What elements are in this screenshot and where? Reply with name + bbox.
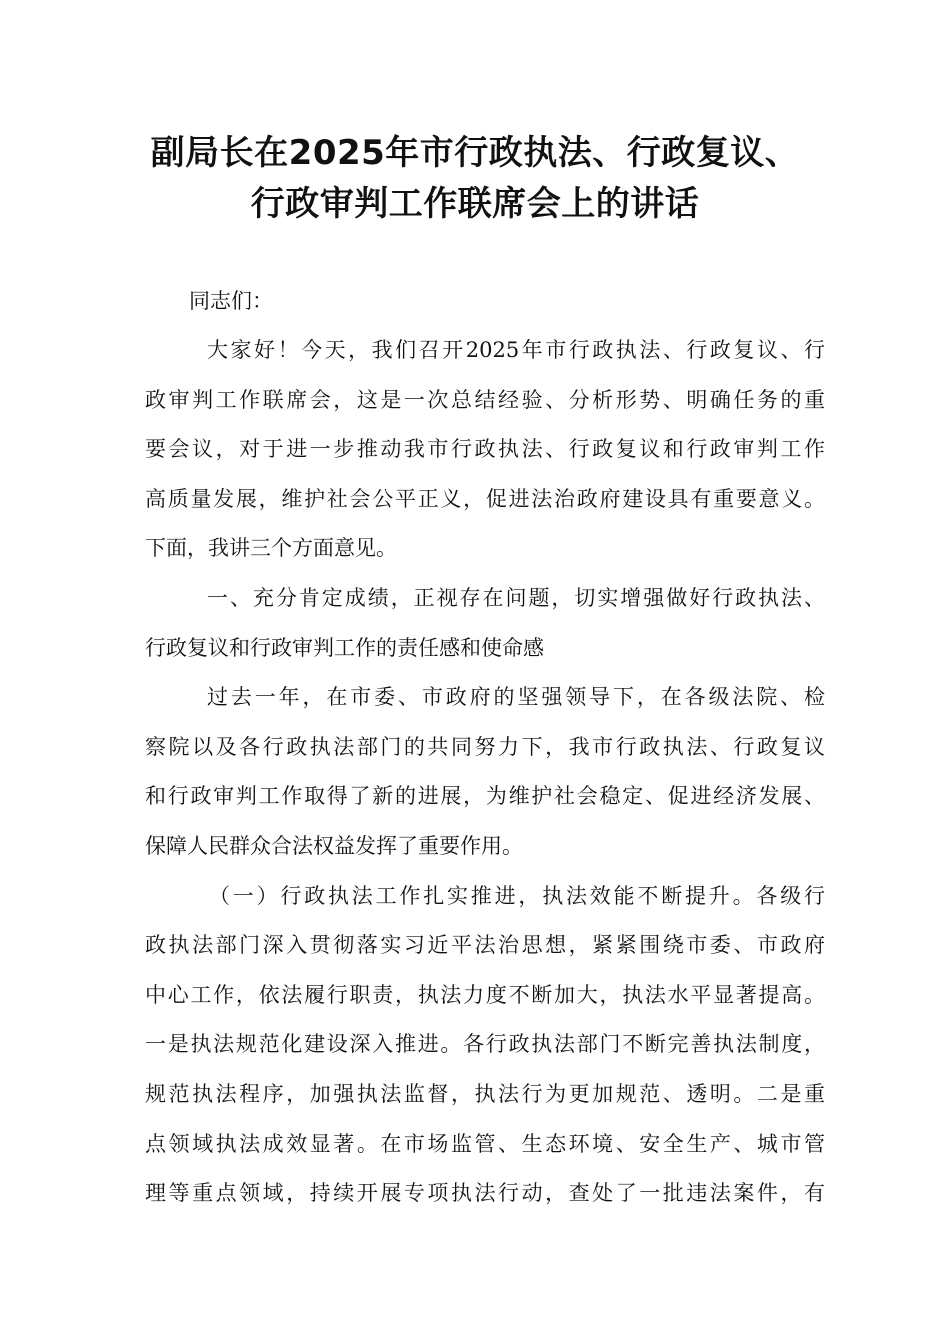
text-line: （一）行政执法工作扎实推进，执法效能不断提升。各级行 xyxy=(209,883,825,908)
text-line: 行政复议和行政审判工作的责任感和使命感 xyxy=(145,635,544,660)
text-line: 一、充分肯定成绩，正视存在问题，切实增强做好行政执法、 xyxy=(207,585,825,610)
document-body xyxy=(145,276,825,1219)
text-line: 要会议，对于进一步推动我市行政执法、行政复议和行政审判工作 xyxy=(145,437,825,462)
text-line: 政执法部门深入贯彻落实习近平法治思想，紧紧围绕市委、市政府 xyxy=(145,933,825,958)
text-line: 高质量发展，维护社会公平正义，促进法治政府建设具有重要意义。 xyxy=(145,486,825,511)
section-heading-1 xyxy=(145,574,825,673)
text-line: 规范执法程序，加强执法监督，执法行为更加规范、透明。二是重 xyxy=(145,1081,825,1106)
text-line: 和行政审判工作取得了新的进展，为维护社会稳定、促进经济发展、 xyxy=(145,784,825,809)
text-line: 理等重点领域，持续开展专项执法行动，查处了一批违法案件，有 xyxy=(145,1181,825,1206)
text-line: 中心工作，依法履行职责，执法力度不断加大，执法水平显著提高。 xyxy=(145,982,825,1007)
text-line: 点领域执法成效显著。在市场监管、生态环境、安全生产、城市管 xyxy=(145,1131,825,1156)
text-line: 大家好！今天，我们召开2025年市行政执法、行政复议、行 xyxy=(207,338,825,362)
paragraph-review xyxy=(145,673,825,871)
text-line: 保障人民群众合法权益发挥了重要作用。 xyxy=(145,833,523,858)
document-title xyxy=(60,128,890,230)
paragraph-opening xyxy=(145,326,825,574)
text-line: 过去一年，在市委、市政府的坚强领导下，在各级法院、检 xyxy=(207,685,825,710)
text-line: 一是执法规范化建设深入推进。各行政执法部门不断完善执法制度， xyxy=(145,1032,825,1057)
text-line: 下面，我讲三个方面意见。 xyxy=(145,536,397,561)
title-line-1: 副局长在2025年市行政执法、行政复议、 xyxy=(150,133,800,173)
text-line: 察院以及各行政执法部门的共同努力下，我市行政执法、行政复议 xyxy=(145,734,825,759)
title-line-2: 行政审判工作联席会上的讲话 xyxy=(250,184,700,224)
paragraph-enforcement xyxy=(145,872,825,1219)
salutation: 同志们： xyxy=(189,289,273,313)
text-line: 政审判工作联席会，这是一次总结经验、分析形势、明确任务的重 xyxy=(145,387,825,412)
